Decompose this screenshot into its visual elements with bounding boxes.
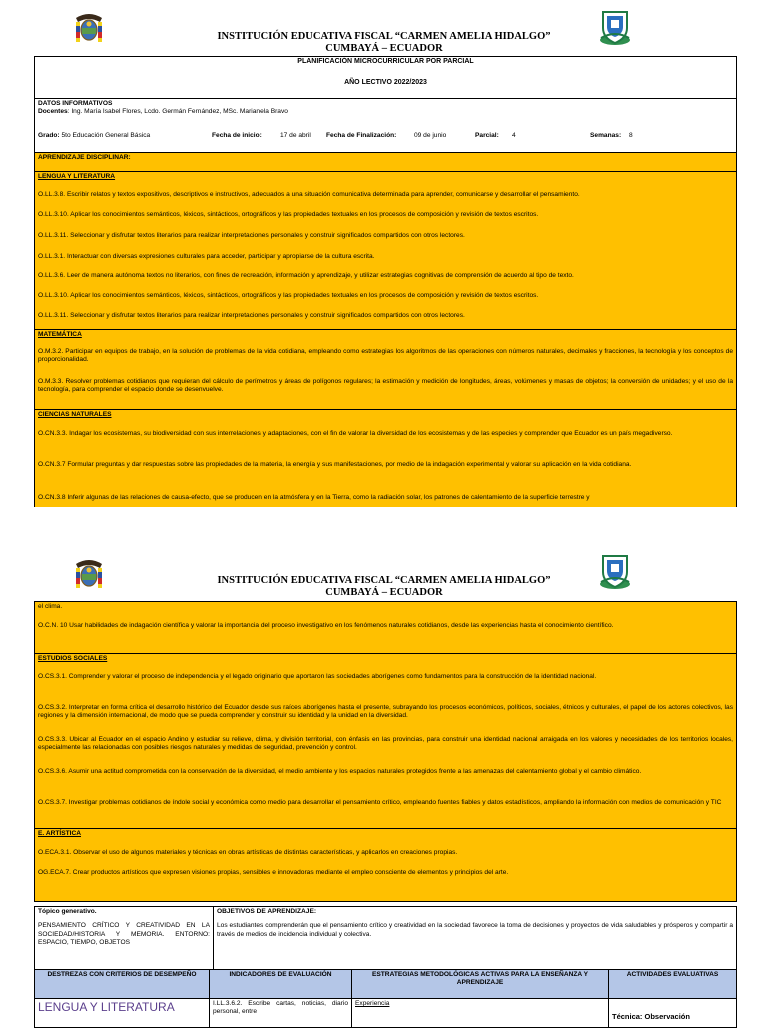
artistica-objective: OG.ECA.7. Crear productos artísticos que expresen visiones propias, sensibles e innovadoras mediante el empleo consciente de elementos y principios del arte.	[38, 869, 509, 876]
docentes-label: Docentes	[38, 108, 68, 116]
indicador-cell: I.LL.3.6.2. Escribe cartas, noticias, diario personal, entre	[209, 998, 352, 1028]
parcial-value: 4	[512, 132, 516, 139]
sociales-objective: O.CS.3.7. Investigar problemas cotidianos de índole social y económica como medio para desarrollar el pensamiento crítico, empleando fuentes fiables y datos estadísticos, ampliando la información con medios de comunicación y TIC	[38, 799, 722, 806]
aprendizaje-heading: APRENDIZAJE DISCIPLINAR:	[38, 154, 131, 161]
planning-frame-page-2	[34, 601, 737, 902]
naturales-objective: O.C.N. 10 Usar habilidades de indagación científica y valorar la importancia del proceso investigativo en los fenómenos naturales cotidianos, desde las experiencias hasta el conocimiento científico.	[38, 622, 614, 629]
actividad-cell: Técnica: Observación	[608, 998, 737, 1028]
destreza-cell: LENGUA Y LITERATURA	[34, 998, 210, 1028]
matematica-title: MATEMÁTICA	[35, 329, 736, 340]
institution-location: CUMBAYÁ – ECUADOR	[325, 587, 443, 598]
sociales-objective: O.CS.3.2. Interpretar en forma crítica el desarrollo histórico del Ecuador desde sus raíces aborígenes hasta el presente, subrayando los procesos económicos, políticos, sociales, étnicos y culturales, el papel de los actores colectivos, las regiones y la dimensión internacional, de modo que se pueda comprender y construir su identidad y la unidad en la diversidad.	[38, 704, 733, 720]
artistica-title: E. ARTÍSTICA	[35, 828, 736, 839]
fin-value: 09 de junio	[414, 132, 447, 139]
semanas-value: 8	[629, 132, 633, 139]
topico-label: Tópico generativo.	[38, 908, 97, 915]
objetivos-value: Los estudiantes comprenderán que el pensamiento crítico y creatividad en la sociedad favorece la toma de decisiones y proyectos de vida saludables y prósperos y compartir a través de medios de incidencia individual y colectiva.	[217, 922, 733, 938]
lengua-objective: O.LL.3.8. Escribir relatos y textos expositivos, descriptivos e instructivos, adecuados a una situación comunicativa determinada para aprender, comunicarse y desarrollar el pensamiento.	[38, 191, 580, 198]
naturales-objective: O.CN.3.8 Inferir algunas de las relaciones de causa-efecto, que se producen en la atmósfera y en la Tierra, como la radiación solar, los patrones de calentamiento de la superficie terrestre y	[38, 494, 590, 501]
lengua-objective: O.LL.3.10. Aplicar los conocimientos semánticos, léxicos, sintácticos, ortográficos y las propiedades textuales en los procesos de composición y revisión de textos escritos.	[38, 211, 539, 218]
docentes-value: : Ing. María Isabel Flores, Lcdo. Germán Fernández, MSc. Marianela Bravo	[67, 108, 288, 116]
sociales-objective: O.CS.3.3. Ubicar al Ecuador en el espacio Andino y estudiar su relieve, clima, y división territorial, con énfasis en las provincias, para construir una identidad nacional arraigada en los valores y necesidades de los territorios locales, especialmente las relacionadas con posibles riesgos naturales y medidas de seguridad, prevención y control.	[38, 736, 733, 752]
institution-name: INSTITUCIÓN EDUCATIVA FISCAL “CARMEN AMELIA HIDALGO”	[217, 31, 551, 42]
inicio-value: 17 de abril	[280, 132, 311, 139]
objetivos-cell	[213, 906, 737, 970]
topico-value: PENSAMIENTO CRÍTICO Y CREATIVIDAD EN LA SOCIEDAD/HISTORIA Y MEMORIA. ENTORNO: ESPACIO, TIEMPO, OBJETOS	[38, 922, 210, 947]
planning-frame-page-1	[34, 56, 737, 507]
grado-label: Grado:	[38, 132, 60, 139]
lengua-title: LENGUA Y LITERATURA	[35, 171, 736, 182]
aprendizaje-disciplinar-section	[35, 152, 736, 507]
grado-line	[38, 132, 728, 140]
fin-label: Fecha de Finalización:	[326, 132, 397, 139]
institution-location: CUMBAYÁ – ECUADOR	[325, 43, 443, 54]
sociales-objective: O.CS.3.6. Asumir una actitud comprometida con la conservación de la diversidad, el medio ambiente y los espacios naturales protegidos frente a las amenazas del calentamiento global y el cambio climático.	[38, 768, 642, 775]
document-page-1	[0, 0, 768, 512]
sociales-objective: O.CS.3.1. Comprender y valorar el proceso de independencia y el legado originario que aportaron las sociedades aborígenes como fundamentos para la construcción de la identidad nacional.	[38, 673, 597, 680]
lengua-objective: O.LL.3.10. Aplicar los conocimientos semánticos, léxicos, sintácticos, ortográficos y las propiedades textuales en los procesos de composición y revisión de textos escritos.	[38, 292, 539, 299]
naturales-continued: el clima.	[38, 603, 63, 610]
inicio-label: Fecha de inicio:	[212, 132, 262, 139]
institution-name: INSTITUCIÓN EDUCATIVA FISCAL “CARMEN AMELIA HIDALGO”	[217, 575, 551, 586]
header-actividades: ACTIVIDADES EVALUATIVAS	[608, 969, 737, 999]
semanas-label: Semanas:	[590, 132, 622, 139]
lengua-objective: O.LL.3.6. Leer de manera autónoma textos no literarios, con fines de recreación, información y aprendizaje, y utilizar estrategias cognitivas de comprensión de acuerdo al tipo de texto.	[38, 272, 574, 279]
plan-year: AÑO LECTIVO 2022/2023	[344, 79, 427, 86]
lengua-objective: O.LL.3.11. Seleccionar y disfrutar textos literarios para realizar interpretaciones personales y construir significados compartidos con otros lectores.	[38, 232, 465, 239]
sociales-title: ESTUDIOS SOCIALES	[35, 653, 736, 664]
naturales-objective: O.CN.3.3. Indagar los ecosistemas, su biodiversidad con sus interrelaciones y adaptaciones, con el fin de valorar la diversidad de los ecosistemas y de las especies y comprender que Ecuador es un país megadiverso.	[38, 430, 673, 437]
header-destrezas: DESTREZAS CON CRITERIOS DE DESEMPEÑO	[34, 969, 210, 999]
lengua-objective: O.LL.3.1. Interactuar con diversas expresiones culturales para acceder, participar y apropiarse de la cultura escrita.	[38, 253, 375, 260]
parcial-label: Parcial:	[475, 132, 499, 139]
objetivos-label: OBJETIVOS DE APRENDIZAJE:	[217, 908, 317, 915]
page-gap	[0, 512, 768, 548]
document-page-2	[0, 548, 768, 1024]
topico-cell	[34, 906, 214, 970]
datos-heading: DATOS INFORMATIVOS	[38, 100, 113, 107]
matematica-objective: O.M.3.3. Resolver problemas cotidianos que requieran del cálculo de perímetros y áreas de polígonos regulares; la estimación y medición de longitudes, áreas, volúmenes y masas de objetos; la conversión de unidades; y el uso de la tecnología, para comprender el espacio donde se desenvuelve.	[38, 378, 733, 394]
naturales-objective: O.CN.3.7 Formular preguntas y dar respuestas sobre las propiedades de la materia, la energía y sus manifestaciones, por medio de la indagación experimental y valorar su aplicación en la vida cotidiana.	[38, 461, 632, 468]
plan-title: PLANIFICACIÓN MICROCURRICULAR POR PARCIAL	[297, 58, 474, 65]
lengua-objective: O.LL.3.11. Seleccionar y disfrutar textos literarios para realizar interpretaciones personales y construir significados compartidos con otros lectores.	[38, 312, 465, 319]
naturales-title: CIENCIAS NATURALES	[35, 409, 736, 420]
datos-informativos-section	[35, 98, 736, 152]
artistica-objective: O.ECA.3.1. Observar el uso de algunos materiales y técnicas en obras artísticas de distintas características, y aplicarlos en creaciones propias.	[38, 849, 458, 856]
header-estrategias: ESTRATEGIAS METODOLÓGICAS ACTIVAS PARA LA ENSEÑANZA Y APRENDIZAJE	[351, 969, 609, 999]
header-indicadores: INDICADORES DE EVALUACIÓN	[209, 969, 352, 999]
matematica-objective: O.M.3.2. Participar en equipos de trabajo, en la solución de problemas de la vida cotidiana, empleando como estrategias los algoritmos de las operaciones con números naturales, decimales y fracciones, la tecnología y los conceptos de proporcionalidad.	[38, 348, 733, 364]
docentes-line	[38, 108, 733, 116]
estrategia-cell: Experiencia	[351, 998, 609, 1028]
grado-value: 5to Educación General Básica	[61, 132, 151, 139]
